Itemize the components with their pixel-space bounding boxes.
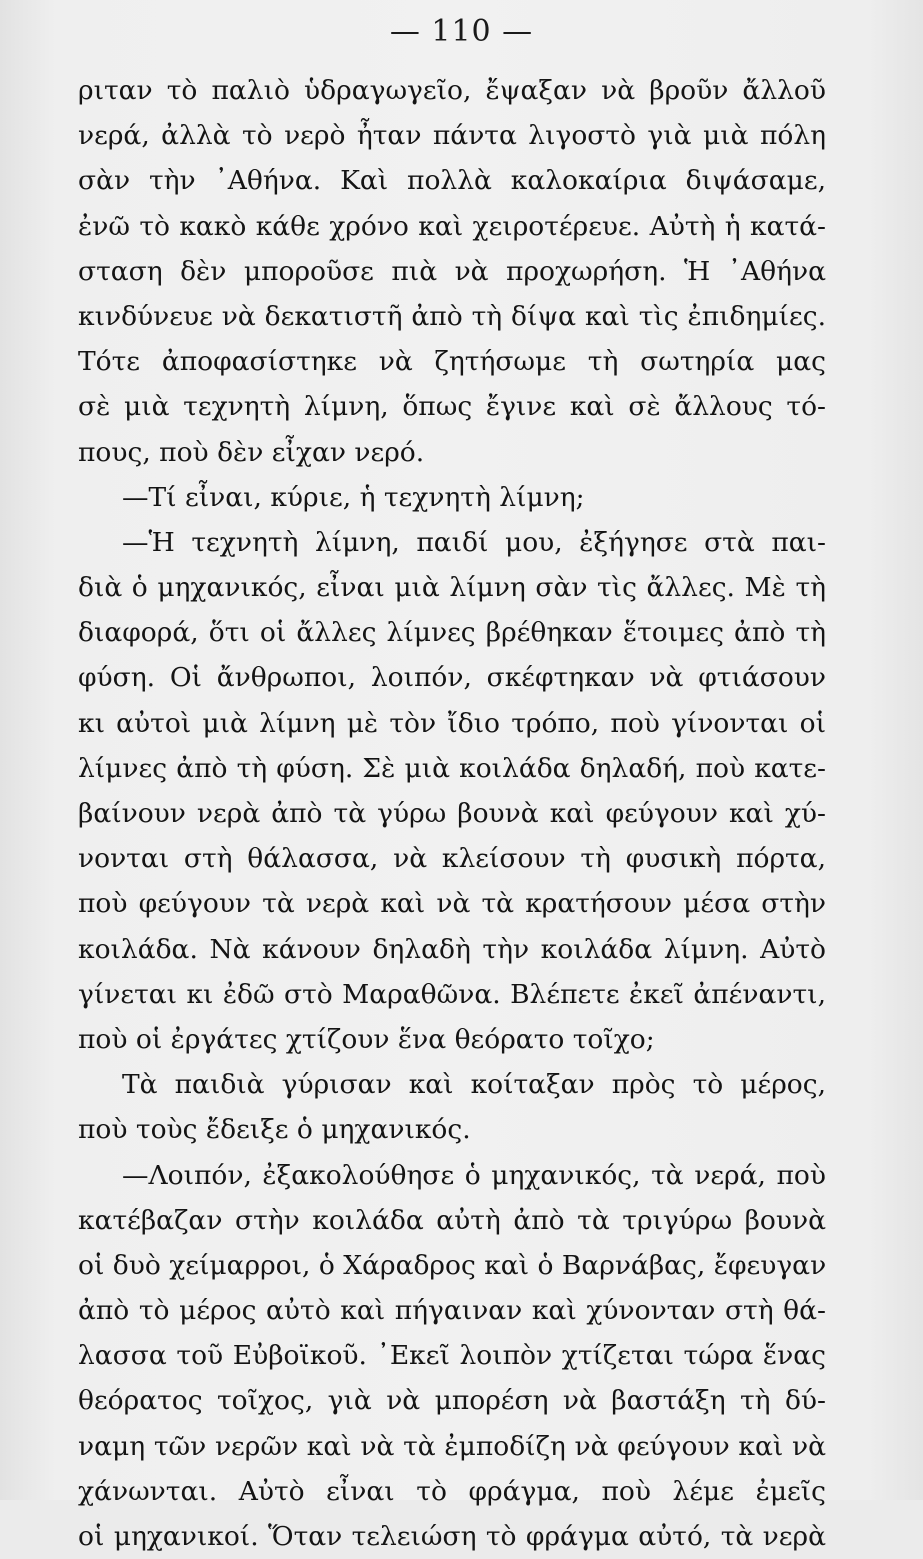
- text-line: —Τί εἶναι, κύριε, ἡ τεχνητὴ λίμνη;: [122, 481, 585, 513]
- text-line: ποὺ οἱ ἐργάτες χτίζουν ἕνα θεόρατο τοῖχο;: [78, 1023, 655, 1055]
- text-line: θεόρατος τοῖχος, γιὰ νὰ μπορέση νὰ βαστάξη τὴ δύ-: [78, 1385, 826, 1417]
- text-line: κατέβαζαν στὴν κοιλάδα αὐτὴ ἀπὸ τὰ τριγύρω βουνὰ: [78, 1204, 826, 1236]
- text-line: Τότε ἀποφασίστηκε νὰ ζητήσωμε τὴ σωτηρία μας: [78, 346, 826, 378]
- text-line: λασσα τοῦ Εὐβοϊκοῦ. ᾿Εκεῖ λοιπὸν χτίζεται τώρα ἕνας: [78, 1340, 826, 1372]
- text-line: χάνωνται. Αὐτὸ εἶναι τὸ φράγμα, ποὺ λέμε ἐμεῖς: [78, 1475, 826, 1507]
- text-line: διὰ ὁ μηχανικός, εἶναι μιὰ λίμνη σὰν τὶς ἄλλες. Μὲ τὴ: [78, 572, 826, 604]
- text-line: νερά, ἀλλὰ τὸ νερὸ ἦταν πάντα λιγοστὸ γιὰ μιὰ πόλη: [78, 120, 826, 152]
- text-line: κινδύνευε νὰ δεκατιστῆ ἀπὸ τὴ δίψα καὶ τὶς ἐπιδημίες.: [78, 300, 826, 332]
- text-line: λίμνες ἀπὸ τὴ φύση. Σὲ μιὰ κοιλάδα δηλαδή, ποὺ κατε-: [78, 752, 826, 784]
- text-line: ναμη τῶν νερῶν καὶ νὰ τὰ ἐμποδίζη νὰ φεύγουν καὶ νὰ: [78, 1430, 826, 1462]
- text-line: φύση. Οἱ ἄνθρωποι, λοιπόν, σκέφτηκαν νὰ φτιάσουν: [78, 662, 826, 694]
- text-line: οἱ δυὸ χείμαρροι, ὁ Χάραδρος καὶ ὁ Βαρνάβας, ἔφευγαν: [78, 1249, 827, 1281]
- text-line: ποὺ φεύγουν τὰ νερὰ καὶ νὰ τὰ κρατήσουν μέσα στὴν: [78, 888, 826, 920]
- text-line: —Λοιπόν, ἐξακολούθησε ὁ μηχανικός, τὰ νερά, ποὺ: [122, 1159, 826, 1191]
- body-text: [78, 68, 826, 1559]
- text-line: σὰν τὴν ᾿Αθήνα. Καὶ πολλὰ καλοκαίρια διψάσαμε,: [78, 165, 826, 197]
- text-line: νονται στὴ θάλασσα, νὰ κλείσουν τὴ φυσικὴ πόρτα,: [78, 843, 826, 875]
- text-line: βαίνουν νερὰ ἀπὸ τὰ γύρω βουνὰ καὶ φεύγουν καὶ χύ-: [78, 798, 826, 829]
- text-line: ἀπὸ τὸ μέρος αὐτὸ καὶ πήγαιναν καὶ χύνονταν στὴ θά-: [78, 1295, 826, 1327]
- text-line: —Ἡ τεχνητὴ λίμνη, παιδί μου, ἐξήγησε στὰ παι-: [122, 526, 826, 558]
- text-line: κοιλάδα. Νὰ κάνουν δηλαδὴ τὴν κοιλάδα λίμνη. Αὐτὸ: [78, 933, 826, 965]
- text-line: σταση δὲν μποροῦσε πιὰ νὰ προχωρήση. Ἡ ᾿Αθήνα: [78, 255, 826, 287]
- page-number: — 110 —: [389, 14, 534, 49]
- text-line: διαφορά, ὅτι οἱ ἄλλες λίμνες βρέθηκαν ἕτοιμες ἀπὸ τὴ: [78, 617, 826, 649]
- text-line: οἱ μηχανικοί. Ὅταν τελειώση τὸ φράγμα αὐτό, τὰ νερὰ: [78, 1521, 826, 1552]
- text-line: ριταν τὸ παλιὸ ὑδραγωγεῖο, ἔψαξαν νὰ βροῦν ἄλλοῦ: [78, 75, 826, 106]
- text-line: ἐνῶ τὸ κακὸ κάθε χρόνο καὶ χειροτέρευε. Αὐτὴ ἡ κατά-: [78, 210, 826, 242]
- text-line: σὲ μιὰ τεχνητὴ λίμνη, ὅπως ἔγινε καὶ σὲ ἄλλους τό-: [78, 391, 826, 423]
- text-line: ποὺ τοὺς ἔδειξε ὁ μηχανικός.: [78, 1114, 471, 1146]
- text-line: γίνεται κι ἐδῶ στὸ Μαραθῶνα. Βλέπετε ἐκεῖ ἀπέναντι,: [78, 978, 826, 1010]
- text-line: Τὰ παιδιὰ γύρισαν καὶ κοίταξαν πρὸς τὸ μέρος,: [122, 1069, 826, 1101]
- text-line: πους, ποὺ δὲν εἶχαν νερό.: [78, 436, 425, 468]
- text-line: κι αὐτοὶ μιὰ λίμνη μὲ τὸν ἴδιο τρόπο, ποὺ γίνονται οἱ: [78, 707, 826, 739]
